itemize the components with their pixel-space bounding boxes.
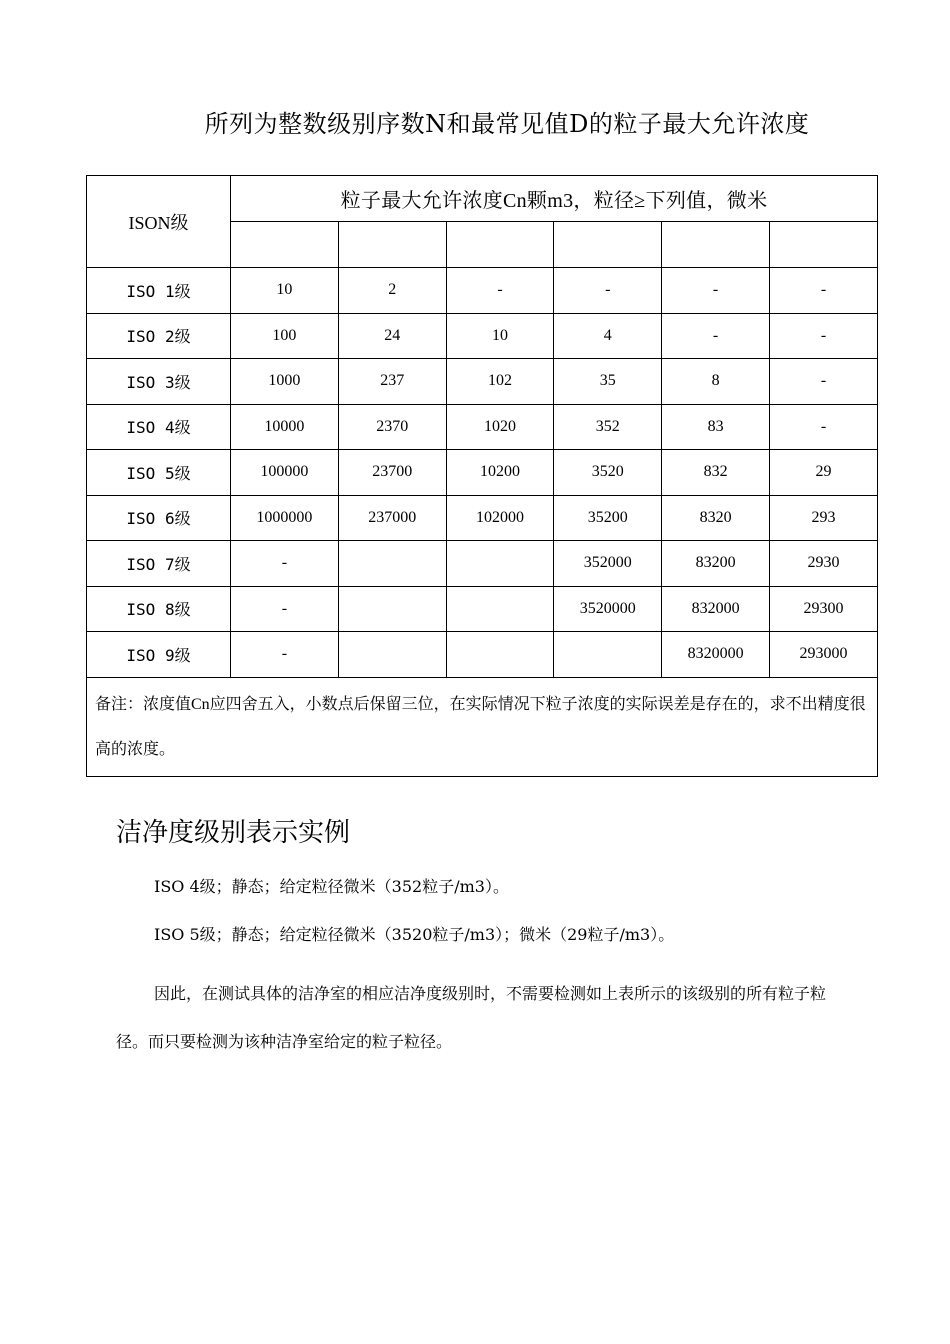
document-title: 所列为整数级别序数N和最常见值D的粒子最大允许浓度 (204, 110, 810, 138)
iso-class-cell: ISO 3级 (87, 359, 231, 405)
concentration-cell: - (662, 268, 770, 314)
concentration-cell: - (769, 268, 877, 314)
class-column-header: ISON级 (87, 176, 231, 268)
concentration-cell (446, 632, 554, 678)
size-header-cell (554, 222, 662, 268)
concentration-cell: - (231, 586, 339, 632)
concentration-cell: 1020 (446, 404, 554, 450)
concentration-cell: 293000 (769, 632, 877, 678)
iso-class-table (86, 175, 878, 777)
table-note: 备注：浓度值Cn应四舍五入，小数点后保留三位，在实际情况下粒子浓度的实际误差是存在的，求不出精度很高的浓度。 (87, 677, 878, 776)
concentration-cell: 1000 (231, 359, 339, 405)
iso-class-cell: ISO 5级 (87, 450, 231, 496)
concentration-cell: 29300 (769, 586, 877, 632)
iso-class-cell: ISO 2级 (87, 313, 231, 359)
example-paragraph: ISO 5级；静态；给定粒径微米（3520粒子/m3）；微米（29粒子/m3）。 (154, 925, 675, 944)
concentration-cell (338, 541, 446, 587)
table-header-row (87, 176, 878, 222)
iso-class-cell: ISO 7级 (87, 541, 231, 587)
table-row (87, 359, 878, 405)
iso-class-cell: ISO 1级 (87, 268, 231, 314)
table-row (87, 541, 878, 587)
concentration-cell: 102000 (446, 495, 554, 541)
concentration-cell: - (446, 268, 554, 314)
concentration-cell: 2 (338, 268, 446, 314)
concentration-cell: 352000 (554, 541, 662, 587)
note-row (87, 677, 878, 776)
table-row (87, 404, 878, 450)
concentration-cell: 352 (554, 404, 662, 450)
size-header-cell (769, 222, 877, 268)
concentration-cell: 10000 (231, 404, 339, 450)
concentration-cell: 3520000 (554, 586, 662, 632)
concentration-cell: 83200 (662, 541, 770, 587)
example-paragraph: ISO 4级；静态；给定粒径微米（352粒子/m3）。 (154, 877, 509, 896)
concentration-cell: 2930 (769, 541, 877, 587)
concentration-cell: - (231, 541, 339, 587)
concentration-cell: 293 (769, 495, 877, 541)
iso-class-cell: ISO 4级 (87, 404, 231, 450)
size-header-cell (231, 222, 339, 268)
concentration-cell: 83 (662, 404, 770, 450)
table-row (87, 586, 878, 632)
table-row (87, 450, 878, 496)
concentration-cell: 4 (554, 313, 662, 359)
concentration-cell: 832 (662, 450, 770, 496)
concentration-cell (554, 632, 662, 678)
concentration-cell: 237 (338, 359, 446, 405)
concentration-cell: - (769, 359, 877, 405)
concentration-cell: 35200 (554, 495, 662, 541)
iso-class-cell: ISO 8级 (87, 586, 231, 632)
concentration-cell: 29 (769, 450, 877, 496)
concentration-cell: - (554, 268, 662, 314)
concentration-header: 粒子最大允许浓度Cn颗m3，粒径≥下列值，微米 (231, 176, 878, 222)
size-header-cell (338, 222, 446, 268)
iso-class-cell: ISO 6级 (87, 495, 231, 541)
concentration-cell (446, 541, 554, 587)
concentration-cell: 23700 (338, 450, 446, 496)
concentration-cell (446, 586, 554, 632)
concentration-cell: 2370 (338, 404, 446, 450)
concentration-cell: 1000000 (231, 495, 339, 541)
concentration-cell: 8320 (662, 495, 770, 541)
concentration-cell (338, 586, 446, 632)
concentration-cell: - (769, 404, 877, 450)
concentration-cell: - (662, 313, 770, 359)
concentration-cell: 100 (231, 313, 339, 359)
size-header-cell (446, 222, 554, 268)
table-row (87, 313, 878, 359)
concentration-cell: 24 (338, 313, 446, 359)
iso-class-cell: ISO 9级 (87, 632, 231, 678)
table-row (87, 268, 878, 314)
size-header-cell (662, 222, 770, 268)
concentration-cell: 10200 (446, 450, 554, 496)
concentration-cell: 35 (554, 359, 662, 405)
concentration-cell: 10 (231, 268, 339, 314)
section-title: 洁净度级别表示实例 (116, 818, 351, 848)
concentration-cell: 832000 (662, 586, 770, 632)
table-row (87, 495, 878, 541)
table-row (87, 632, 878, 678)
concentration-cell (338, 632, 446, 678)
concentration-cell: 102 (446, 359, 554, 405)
concentration-cell: 3520 (554, 450, 662, 496)
conclusion-paragraph: 因此，在测试具体的洁净室的相应洁净度级别时，不需要检测如上表所示的该级别的所有粒子粒径。而只要检测为该种洁净室给定的粒子粒径。 (116, 984, 827, 1051)
concentration-cell: - (769, 313, 877, 359)
concentration-cell: - (231, 632, 339, 678)
concentration-cell: 8 (662, 359, 770, 405)
concentration-cell: 10 (446, 313, 554, 359)
concentration-cell: 237000 (338, 495, 446, 541)
concentration-cell: 100000 (231, 450, 339, 496)
concentration-cell: 8320000 (662, 632, 770, 678)
